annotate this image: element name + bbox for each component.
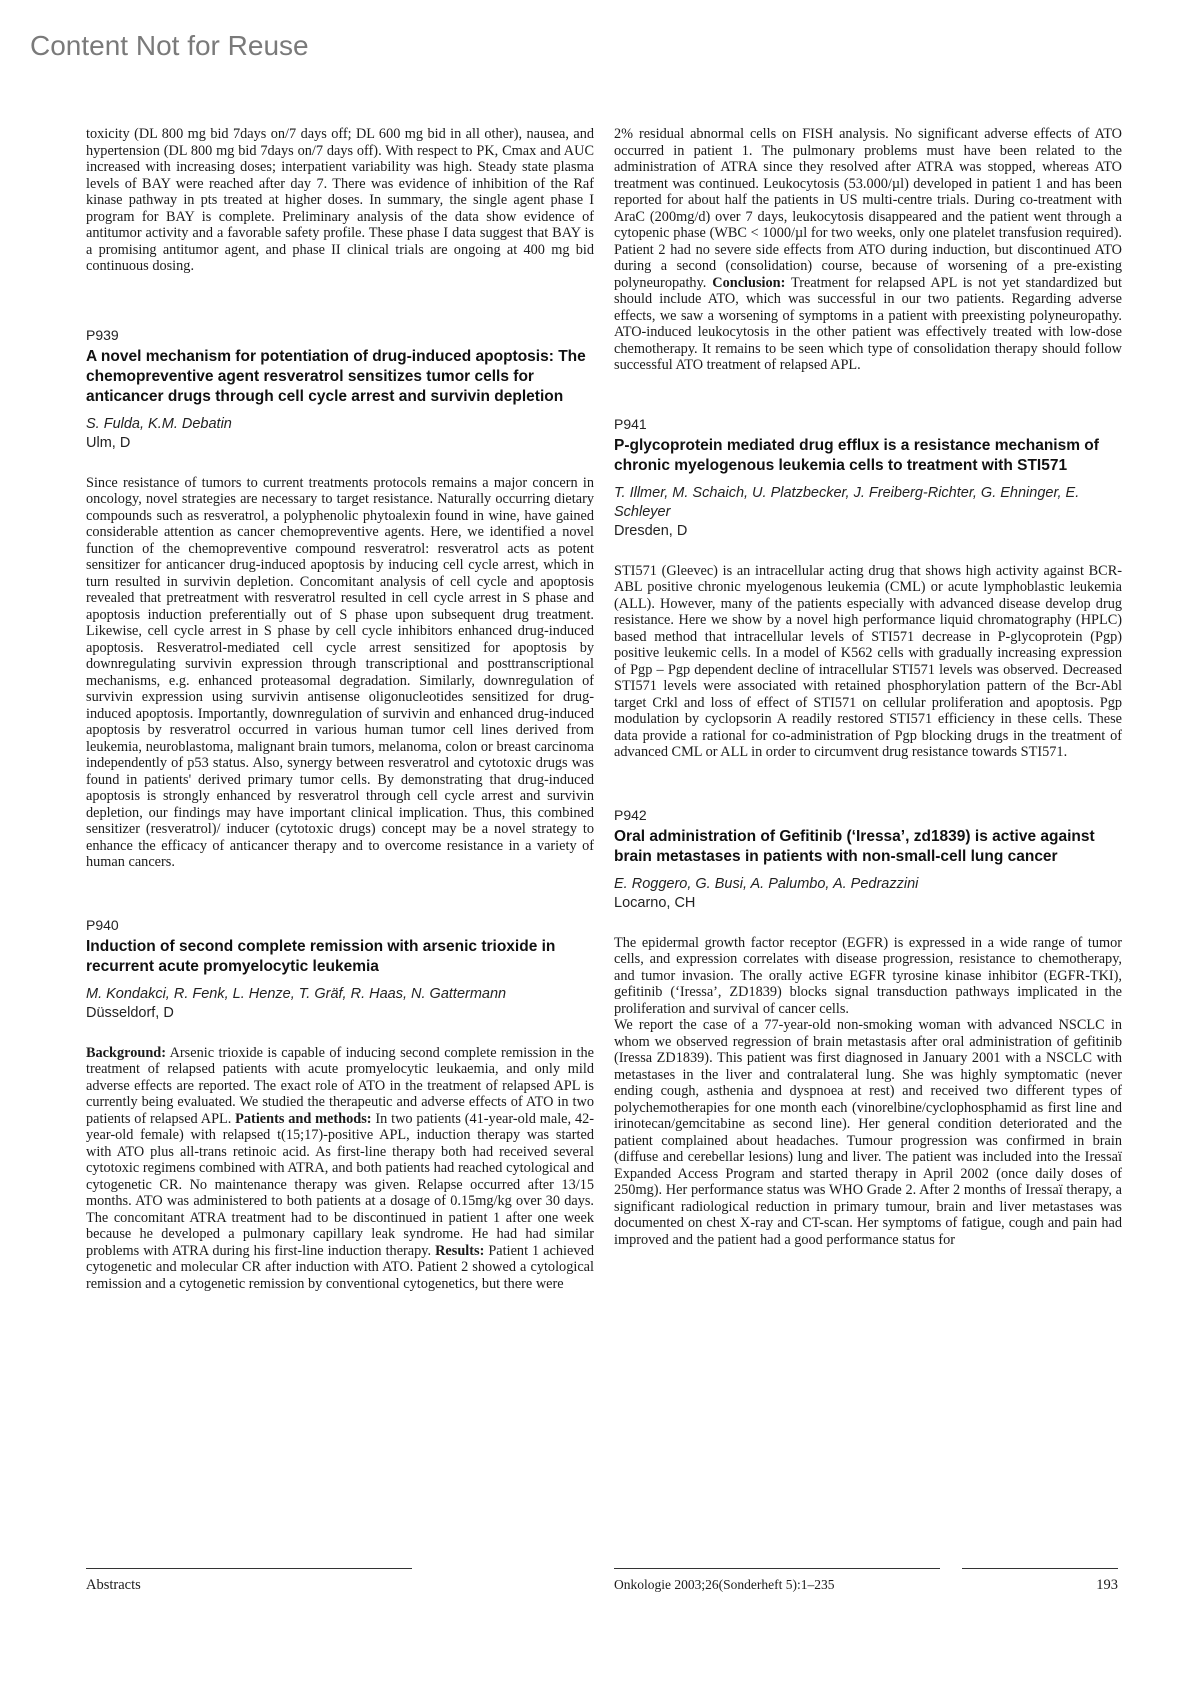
footer-rule-right: [962, 1568, 1118, 1569]
abstract-title: P-glycoprotein mediated drug efflux is a resistance mechanism of chronic myelogenous leukemia cells to treatment with STI571: [614, 436, 1099, 474]
footer-section-label: Abstracts: [86, 1577, 141, 1593]
abstract-body: Since resistance of tumors to current treatments protocols remains a major concern in oncology, novel strategies are necessary to target resistance. Naturally occurring dietary compounds such as resveratrol, a polyphenolic phytoalexin found in wine, have gained considerable attention as cancer chemopreventive agents. Here, we identified a novel function of the chemopreventive compound resveratrol: resveratrol acts as potent sensitizer for anticancer drug-induced apoptosis by inducing cell cycle arrest, which in turn resulted in survivin depletion. Concomitant analysis of cell cycle and apoptosis revealed that pretreatment with resveratrol resulted in cell cycle arrest in S phase and apoptosis induction preferentially out of S phase upon subsequent drug treatment. Likewise, cell cycle arrest in S phase by cell cycle inhibitors enhanced drug-induced apoptosis. Resveratrol-mediated cell cycle arrest sensitized for apoptosis by downregulating survivin expression through transcriptional and posttranscriptional mechanisms, e.g. enhanced proteasomal degradation. Similarly, downregulation of survivin expression using survivin antisense oligonucleotides sensitized for drug-induced apoptosis. Importantly, downregulation of survivin and enhanced drug-induced apoptosis by resveratrol occurred in various human tumor cell lines derived from leukemia, neuroblastoma, malignant brain tumors, melanoma, colon or breast carcinoma independently of p53 status. Also, synergy between resveratrol and cytotoxic drugs was found in patients' derived primary tumor cells. By demonstrating that drug-induced apoptosis is strongly enhanced by resveratrol through cell cycle arrest and survivin depletion, our findings may have important clinical implication. Thus, this combined sensitizer (resveratrol)/ inducer (cytotoxic drugs) concept may be a novel strategy to enhance the efficacy of anticancer therapy and to overcome resistance in a variety of human cancers.: [86, 474, 594, 870]
abstract-authors: E. Roggero, G. Busi, A. Palumbo, A. Pedrazzini: [614, 875, 919, 892]
abstract-p940: [86, 917, 594, 1293]
abstract-location: Ulm, D: [86, 434, 131, 451]
continued-text: 2% residual abnormal cells on FISH analysis. No significant adverse effects of ATO occurred in patient 1. The pulmonary problems must have been related to the administration of ATRA since they resolved after ATRA was stopped, whereas ATO treatment was continued. Leukocytosis (53.000/µl) developed in patient 1 and has been reported for about half the patients in US multi-centre trials. During co-treatment with AraC (200mg/d) over 7 days, leukocytosis disappeared and the patient went through a cytopenic phase (WBC < 1000/µl for two weeks, only one platelet transfusion required). Patient 2 had no severe side effects from ATO during induction, but discontinued ATO during a second (consolidation) course, because of worsening of a pre-existing polyneuropathy.: [614, 126, 1122, 291]
abstract-id: P942: [614, 806, 647, 823]
methods-text: In two patients (41-year-old male, 42-year-old female) with relapsed t(15;17)-positive APL, induction therapy was started with ATO plus all-trans retinoic acid. As first-line therapy both had received several cytotoxic regimens combined with ATRA, and both patients had reached cytological and cytogenetic CR. No maintenance therapy was given. Relapse occurred after 13/15 months. ATO was administered to both patients at a dosage of 0.15mg/kg over 30 days. The concomitant ATRA treatment had to be discontinued in patient 1 after one week because he developed a pulmonary capillary leak syndrome. He had had similar problems with ATRA during his first-line induction therapy.: [86, 1110, 594, 1259]
abstract-p939: [86, 327, 594, 871]
abstract-title: A novel mechanism for potentiation of drug-induced apoptosis: The chemopreventive agent resveratrol sensitizes tumor cells for anticancer drugs through cell cycle arrest and survivin depletion: [86, 347, 586, 405]
abstract-title: Oral administration of Gefitinib (‘Iressa’, zd1839) is active against brain metastases in patients with non-small-cell lung cancer: [614, 827, 1095, 865]
footer-rule-middle: [614, 1568, 940, 1569]
footer-journal-citation: Onkologie 2003;26(Sonderheft 5):1–235: [614, 1577, 835, 1592]
abstract-location: Locarno, CH: [614, 894, 696, 911]
background-label: Background:: [86, 1044, 166, 1061]
watermark: Content Not for Reuse: [30, 30, 309, 61]
footer-rule-left: [86, 1568, 412, 1569]
abstract-location: Dresden, D: [614, 522, 688, 539]
abstract-continuation: toxicity (DL 800 mg bid 7days on/7 days off; DL 600 mg bid in all other), nausea, and hypertension (DL 800 mg bid 7days on/7 days off). With respect to PK, Cmax and AUC increased with increasing doses; interpatient variability was high. Steady state plasma levels of BAY were reached after day 7. There was evidence of inhibition of the Raf kinase pathway in pts treated at higher doses. In summary, the single agent phase I program for BAY is complete. Preliminary analysis of the data show evidence of antitumor activity and a favorable safety profile. These phase I data suggest that BAY is a promising antitumor agent, and phase II clinical trials are ongoing at 400 mg bid continuous dosing.: [86, 126, 594, 274]
background-text: Arsenic trioxide is capable of inducing second complete remission in the treatment of relapsed patients with acute promyelocytic leukaemia, and only mild adverse effects are reported. The exact role of ATO in the treatment of relapsed APL is currently being evaluated. We studied the therapeutic and adverse effects of ATO in two patients of relapsed APL.: [86, 1044, 594, 1127]
conclusion-text: Treatment for relapsed APL is not yet standardized but should include ATO, which was successful in our two patients. Regarding adverse effects, we saw a worsening of symptoms in a patient with preexisting polyneuropathy. ATO-induced leukocytosis in the other patient was effectively treated with low-dose chemotherapy. It remains to be seen which type of consolidation therapy should follow successful ATO treatment of relapsed APL.: [614, 274, 1123, 373]
abstract-body-para-1: The epidermal growth factor receptor (EGFR) is expressed in a wide range of tumor cells, and expression correlates with disease progression, resistance to chemotherapy, and tumor invasion. The orally active EGFR tyrosine kinase inhibitor (EGFR-TKI), gefitinib (‘Iressa’, ZD1839) blocks signal transduction pathways implicated in the proliferation and survival of cancer cells.: [614, 934, 1122, 1017]
abstract-continuation: [614, 126, 1122, 374]
results-text: Patient 1 achieved cytogenetic and molecular CR after induction with ATO. Patient 2 showed a cytological remission and a cytogenetic remission by conventional cytogenetics, but there were: [86, 1242, 594, 1292]
methods-label: Patients and methods:: [235, 1110, 372, 1127]
abstract-location: Düsseldorf, D: [86, 1004, 174, 1021]
results-label: Results:: [435, 1242, 485, 1259]
abstract-authors: S. Fulda, K.M. Debatin: [86, 415, 232, 432]
conclusion-label: Conclusion:: [712, 274, 786, 291]
page-number: 193: [1096, 1577, 1118, 1593]
abstract-body: STI571 (Gleevec) is an intracellular acting drug that shows high activity against BCR-ABL positive chronic myelogenous leukemia (CML) or acute lymphoblastic leukemia (ALL). However, many of the patients especially with advanced disease develop drug resistance. Here we show by a novel high performance liquid chromatography (HPLC) based method that intracellular levels of STI571 decrease in P-glycoprotein (Pgp) positive leukemic cells. In a model of K562 cells with gradually increasing expression of Pgp – Pgp dependent decline of intracellular STI571 levels was observed. Decreased STI571 levels were associated with retained phosphorylation pattern of the Bcr-Abl target Crkl and loss of effect of STI571 on cellular proliferation and apoptosis. Pgp modulation by cyclopsorin A readily restored STI571 efficiency in these cells. These data provide a rational for co-administration of Pgp blocking drugs in the treatment of advanced CML or ALL in order to circumvent drug resistance towards STI571.: [614, 562, 1122, 760]
abstract-p942: [614, 807, 1122, 1249]
abstract-id: P939: [86, 326, 119, 343]
abstract-title: Induction of second complete remission with arsenic trioxide in recurrent acute promyelocytic leukemia: [86, 937, 556, 975]
left-column: [86, 126, 594, 1292]
abstract-id: P940: [86, 916, 119, 933]
abstract-body-para-2: We report the case of a 77-year-old non-smoking woman with advanced NSCLC in whom we observed regression of brain metastasis after oral administration of gefitinib (Iressa ZD1839). This patient was first diagnosed in January 2001 with a NSCLC with metastases in the liver and contralateral lung. She was highly symptomatic (never ending cough, asthenia and dyspnoea at rest) and received two different types of polychemotherapies for one month each (vinorelbine/cyclophosphamid as first line and irinotecan/gemcitabine as second line). Her general condition deteriorated and the patient complained about headaches. Tumour progression was confirmed in brain (diffuse and cerebellar lesions) lung and liver. The patient was included into the Iressaï Expanded Access Program and started therapy in April 2002 (once daily doses of 250mg). Her performance status was WHO Grade 2. After 2 months of Iressaï therapy, a significant radiological reduction in primary tumour, brain and liver metastases was documented on chest X-ray and CT-scan. Her symptoms of fatigue, cough and pain had improved and the patient had a good performance status for: [614, 1017, 1122, 1248]
right-column: [614, 126, 1122, 1248]
abstract-authors: M. Kondakci, R. Fenk, L. Henze, T. Gräf, R. Haas, N. Gattermann: [86, 985, 507, 1002]
abstract-id: P941: [614, 415, 647, 432]
abstract-p941: [614, 416, 1122, 761]
abstract-body: [86, 1045, 594, 1293]
abstract-authors: T. Illmer, M. Schaich, U. Platzbecker, J. Freiberg-Richter, G. Ehninger, E. Schleyer: [614, 484, 1080, 520]
